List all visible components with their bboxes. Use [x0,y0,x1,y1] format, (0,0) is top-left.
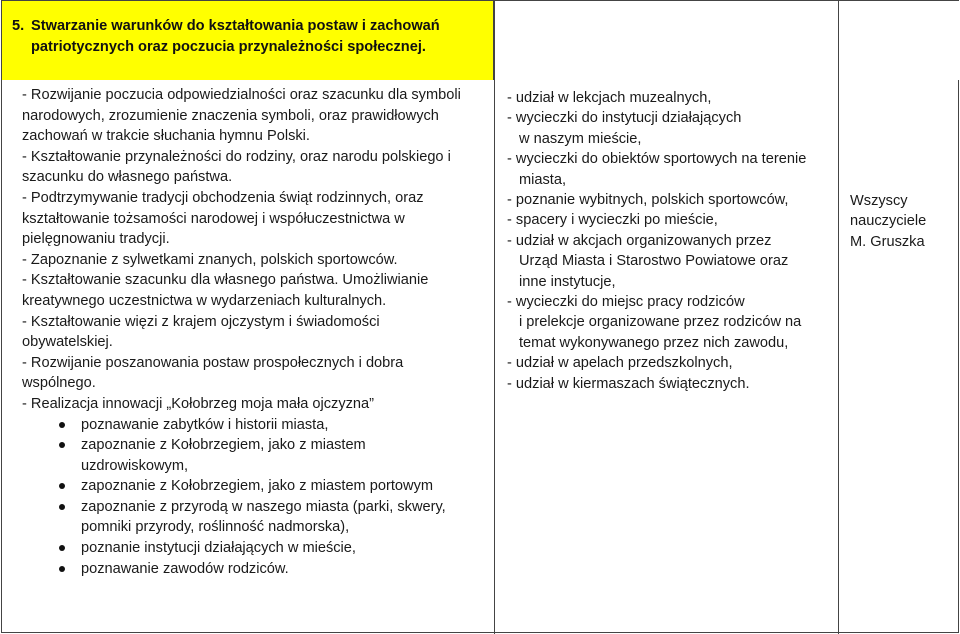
activity-line: miasta, [519,171,567,188]
activity-line: inne instytucje, [519,273,616,290]
goal-line: - Rozwijanie poczucia odpowiedzialności oraz szacunku dla symboli [22,87,461,103]
activity-line: - udział w akcjach organizowanych przez [507,232,772,249]
bullet-text: zapoznanie z Kołobrzegiem, jako z miastem [81,437,366,454]
bullet-continuation: uzdrowiskowym, [81,457,189,474]
goal-line: wspólnego. [22,375,96,392]
bullet-text: zapoznanie z Kołobrzegiem, jako z miastem portowym [81,478,434,495]
goal-line: narodowych, zrozumienie znaczenia symboli, oraz prawidłowych [22,107,439,124]
goal-line: - Realizacja innowacji „Kołobrzeg moja mała ojczyzna” [22,395,375,412]
table-top-border [494,0,959,1]
goal-line: - Podtrzymywanie tradycji obchodzenia świąt rodzinnych, oraz [22,189,424,206]
activity-line: temat wykonywanego przez nich zawodu, [519,334,789,351]
activities-column [507,88,817,394]
section-number: 5. [12,18,25,34]
bullet-text: poznawanie zabytków i historii miasta, [81,416,329,433]
goal-line: kształtowanie tożsamości narodowej i współuczestnictwa w [22,210,405,227]
activity-line: - wycieczki do miejsc pracy rodziców [507,294,745,311]
responsible-line: nauczyciele [850,213,927,230]
activity-line: i prelekcje organizowane przez rodziców na [519,314,802,331]
column-divider-1 [494,0,495,634]
activity-line: - udział w kiermaszach świątecznych. [507,375,750,392]
section-heading [12,16,482,57]
goals-lines [22,85,488,415]
goal-line: obywatelskiej. [22,334,113,351]
bullet-continuation: pomniki przyrody, roślinność nadmorska), [81,519,350,536]
bullet-text: poznawanie zawodów rodziców. [81,560,289,577]
section-title-line-2: patriotycznych oraz poczucia przynależności społecznej. [31,38,426,55]
responsible-line: Wszyscy [850,193,908,209]
bullet-text: zapoznanie z przyrodą w naszego miasta (parki, skwery, [81,498,446,515]
activity-line: - udział w apelach przedszkolnych, [507,355,733,372]
responsible-column [850,191,950,252]
bullet-text: poznanie instytucji działających w mieście, [81,540,356,557]
bullet-item [22,415,488,436]
activity-line: Urząd Miasta i Starostwo Powiatowe oraz [519,253,789,270]
responsible-line: M. Gruszka [850,233,925,250]
column-divider-2 [838,0,839,634]
goals-column [22,85,488,579]
goal-line: - Kształtowanie więzi z krajem ojczystym i świadomości [22,313,380,330]
bullet-item [22,476,488,497]
activity-line: w naszym mieście, [519,130,642,147]
activity-line: - poznanie wybitnych, polskich sportowców, [507,192,789,209]
activity-line: - wycieczki do obiektów sportowych na terenie [507,151,807,168]
activity-line: - wycieczki do instytucji działających [507,110,742,127]
bullet-item [22,497,488,538]
innovation-bullet-list [22,415,488,580]
goal-line: kreatywnego uczestnictwa w wydarzeniach kulturalnych. [22,292,387,309]
goal-line: - Rozwijanie poszanowania postaw prospołecznych i dobra [22,354,404,371]
goal-line: pielęgnowaniu tradycji. [22,231,170,248]
section-title-line-1: Stwarzanie warunków do kształtowania postaw i zachowań [31,18,440,34]
bullet-item [22,559,488,580]
bullet-item [22,538,488,559]
goal-line: - Kształtowanie przynależności do rodziny, oraz narodu polskiego i [22,148,451,165]
goal-line: - Kształtowanie szacunku dla własnego państwa. Umożliwianie [22,272,429,289]
section-heading-cell [1,0,494,80]
activity-line: - udział w lekcjach muzealnych, [507,90,712,106]
bullet-item [22,435,488,476]
activity-line: - spacery i wycieczki po mieście, [507,212,718,229]
goal-line: zachowań w trakcie słuchania hymnu Polski. [22,128,310,145]
goal-line: - Zapoznanie z sylwetkami znanych, polskich sportowców. [22,251,398,268]
goal-line: szacunku do własnego państwa. [22,169,233,186]
